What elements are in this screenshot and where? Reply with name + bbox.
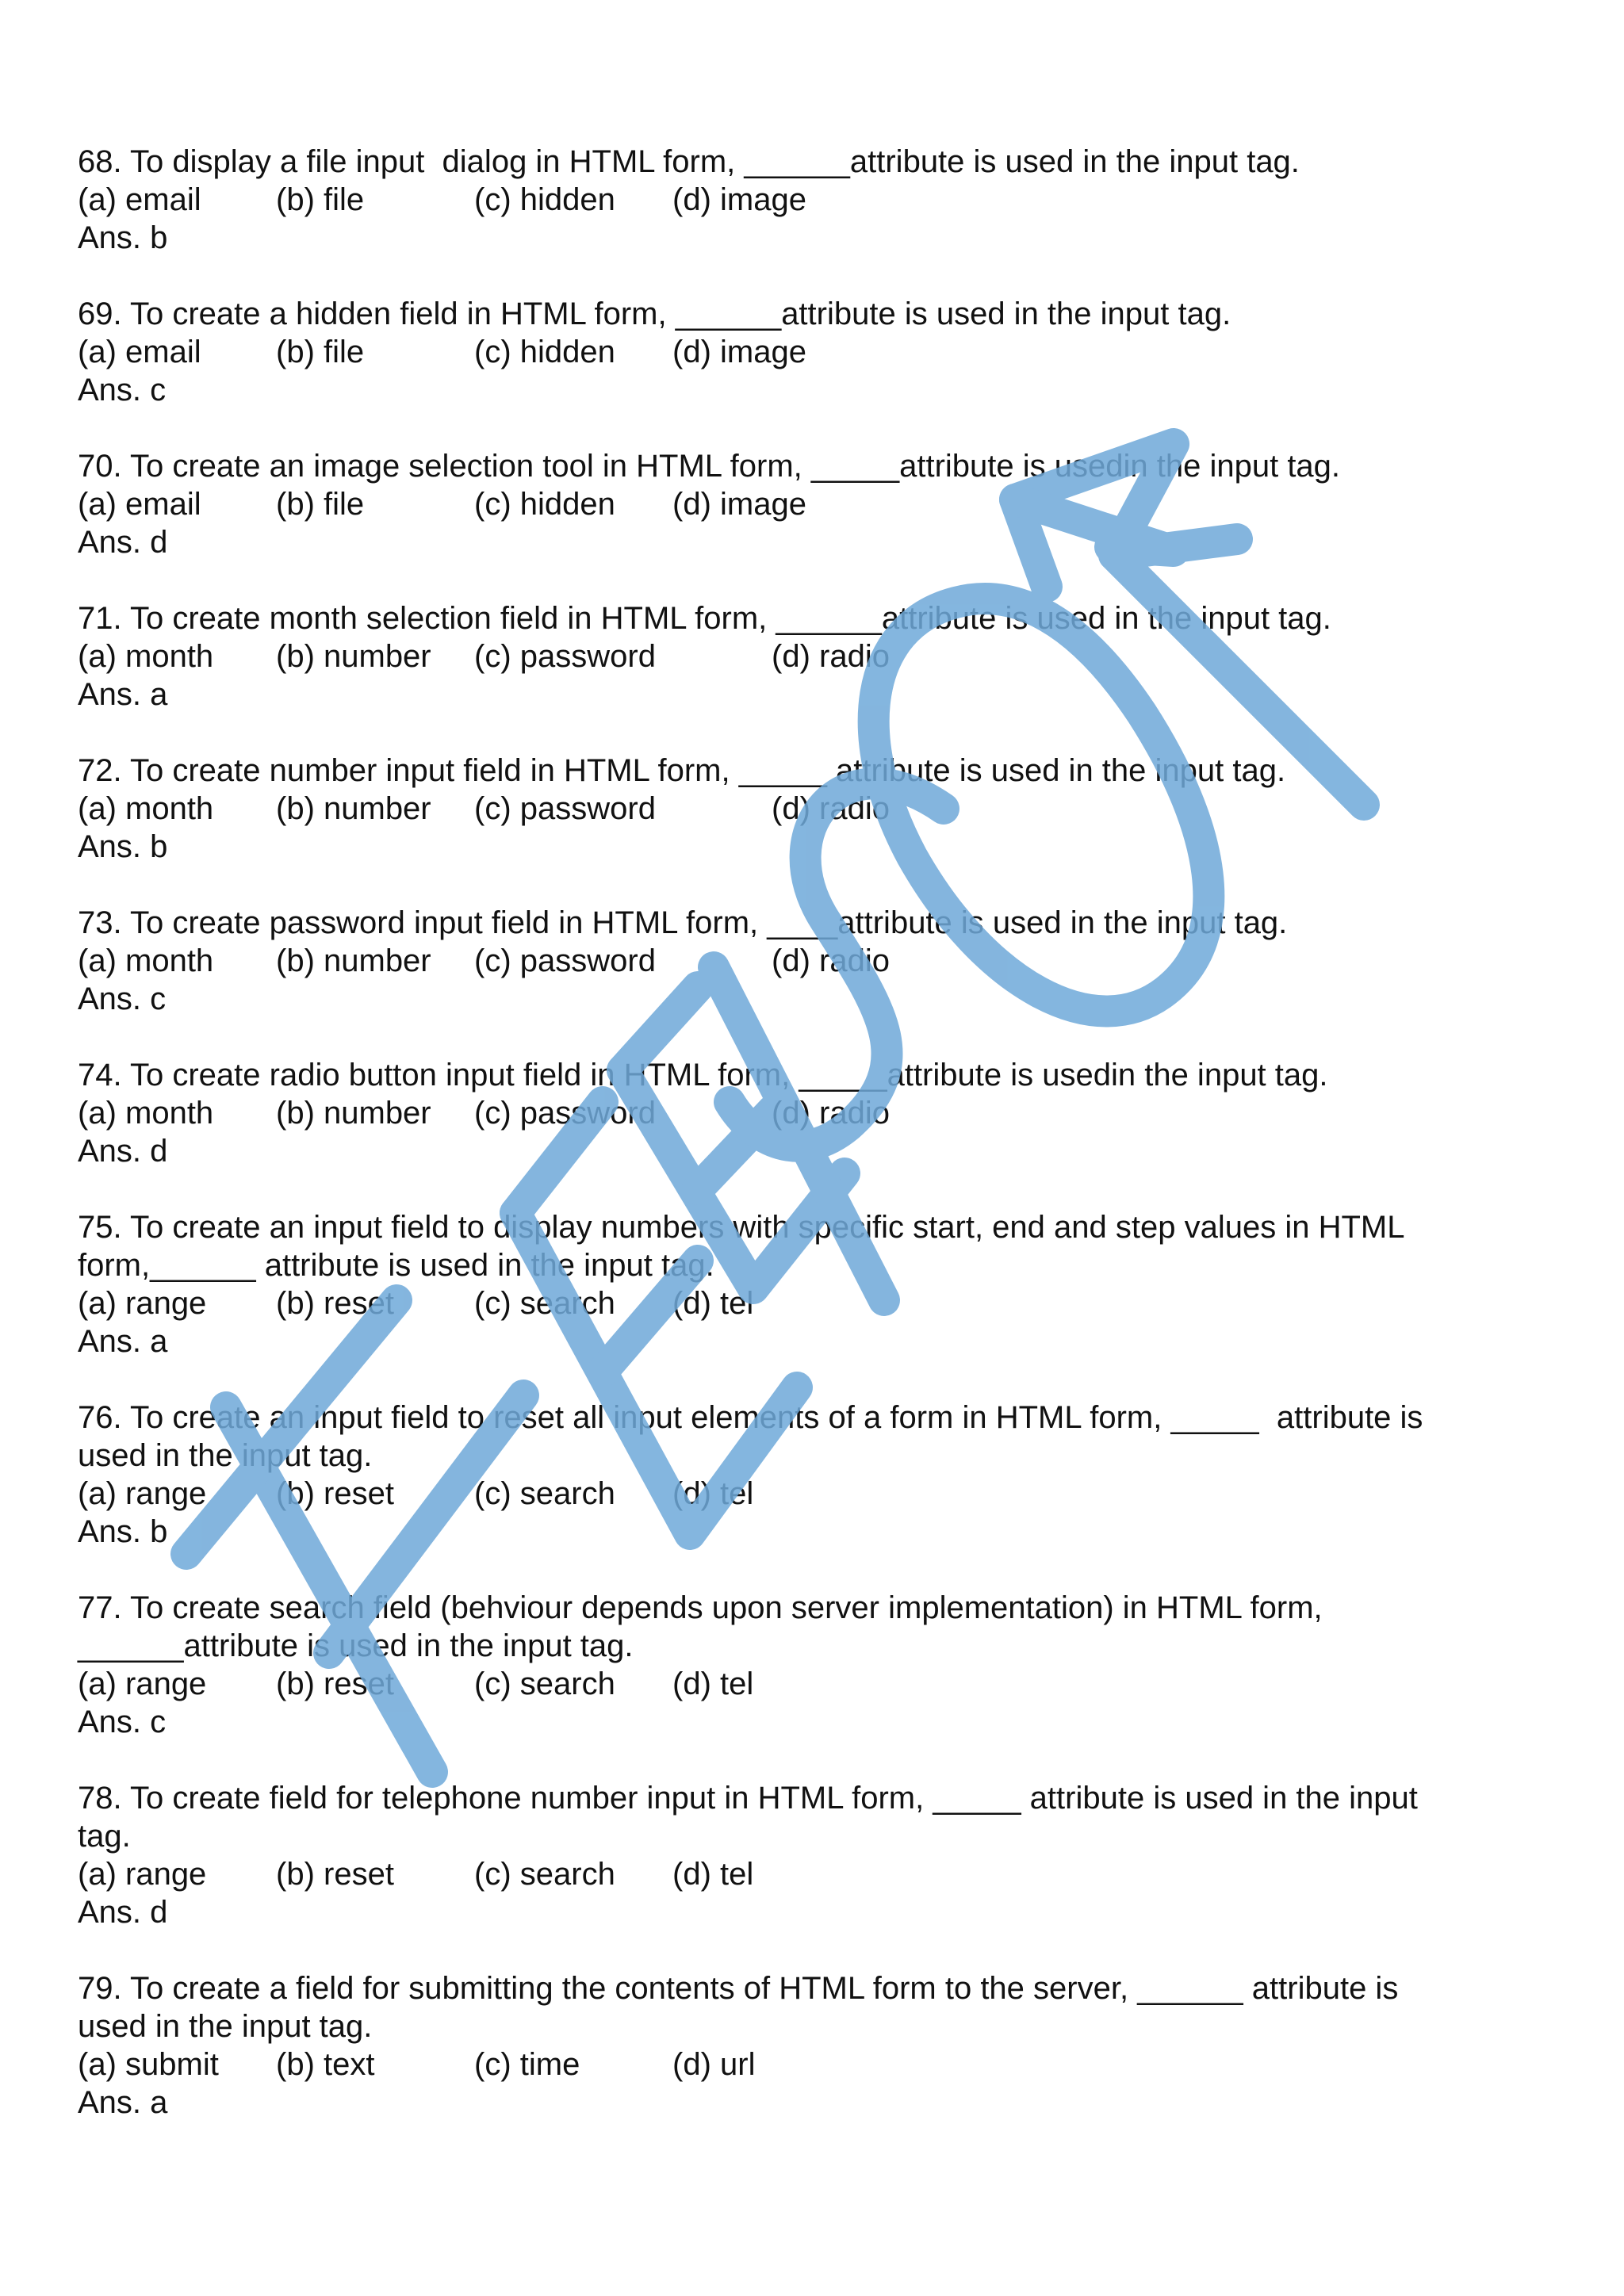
option-b: (b) reset — [276, 1286, 394, 1321]
option-b: (b) file — [276, 487, 365, 522]
question-block — [78, 1208, 1521, 1360]
answer-text: Ans. a — [78, 1324, 168, 1359]
question-text: tag. — [78, 1819, 131, 1854]
answer-text: Ans. c — [78, 1705, 167, 1739]
option-c: (c) password — [474, 943, 656, 978]
option-d: (d) image — [672, 182, 806, 217]
question-text: used in the input tag. — [78, 1438, 373, 1473]
option-a: (a) month — [78, 1096, 214, 1131]
option-c: (c) hidden — [474, 335, 615, 369]
option-a: (a) email — [78, 335, 201, 369]
option-row — [78, 942, 1521, 980]
option-c: (c) password — [474, 791, 656, 826]
option-c: (c) search — [474, 1476, 615, 1511]
option-d: (d) radio — [772, 943, 890, 978]
option-a: (a) month — [78, 791, 214, 826]
option-b: (b) number — [276, 639, 431, 674]
option-row — [78, 2045, 1521, 2084]
question-block — [78, 1969, 1521, 2122]
option-c: (c) hidden — [474, 487, 615, 522]
option-a: (a) range — [78, 1667, 207, 1701]
option-a: (a) range — [78, 1857, 207, 1892]
option-a: (a) month — [78, 943, 214, 978]
option-b: (b) number — [276, 943, 431, 978]
question-text: 68. To display a file input dialog in HTML form, ______attribute is used in the input tag. — [78, 144, 1300, 179]
option-a: (a) range — [78, 1476, 207, 1511]
question-text: form,______ attribute is used in the input tag. — [78, 1248, 714, 1283]
option-c: (c) password — [474, 639, 656, 674]
option-c: (c) search — [474, 1667, 615, 1701]
option-b: (b) file — [276, 182, 365, 217]
option-d: (d) tel — [672, 1286, 754, 1321]
option-c: (c) password — [474, 1096, 656, 1131]
answer-text: Ans. b — [78, 1514, 168, 1549]
answer-text: Ans. b — [78, 220, 168, 255]
option-a: (a) month — [78, 639, 214, 674]
option-d: (d) tel — [672, 1857, 754, 1892]
option-row — [78, 1475, 1521, 1513]
answer-text: Ans. a — [78, 2085, 168, 2120]
option-d: (d) radio — [772, 1096, 890, 1131]
answer-text: Ans. d — [78, 1895, 168, 1930]
question-block — [78, 143, 1521, 257]
option-b: (b) text — [276, 2047, 375, 2082]
question-text: 74. To create radio button input field in HTML form, _____attribute is usedin the input tag. — [78, 1058, 1328, 1093]
option-row — [78, 181, 1521, 219]
answer-text: Ans. c — [78, 982, 167, 1016]
question-block — [78, 752, 1521, 866]
question-block — [78, 1399, 1521, 1551]
option-d: (d) tel — [672, 1667, 754, 1701]
option-row — [78, 485, 1521, 523]
question-block — [78, 599, 1521, 714]
option-c: (c) time — [474, 2047, 580, 2082]
option-d: (d) url — [672, 2047, 756, 2082]
option-row — [78, 1855, 1521, 1893]
question-text: 77. To create search field (behviour depends upon server implementation) in HTML form, — [78, 1590, 1323, 1625]
question-text: 71. To create month selection field in HTML form, ______attribute is used in the input tag. — [78, 601, 1331, 636]
option-b: (b) number — [276, 791, 431, 826]
option-d: (d) radio — [772, 791, 890, 826]
answer-text: Ans. c — [78, 373, 167, 408]
option-b: (b) reset — [276, 1667, 394, 1701]
question-text: 72. To create number input field in HTML form, _____ attribute is used in the input tag. — [78, 753, 1286, 788]
question-text: ______attribute is used in the input tag. — [78, 1628, 634, 1663]
option-row — [78, 637, 1521, 675]
option-a: (a) submit — [78, 2047, 219, 2082]
option-row — [78, 1665, 1521, 1703]
option-b: (b) number — [276, 1096, 431, 1131]
question-block — [78, 1589, 1521, 1741]
option-row — [78, 1094, 1521, 1132]
answer-text: Ans. b — [78, 829, 168, 864]
option-a: (a) range — [78, 1286, 207, 1321]
option-b: (b) file — [276, 335, 365, 369]
option-d: (d) image — [672, 487, 806, 522]
option-a: (a) email — [78, 487, 201, 522]
question-text: 76. To create an input field to reset all input elements of a form in HTML form, _____ attribute is — [78, 1400, 1423, 1435]
question-block — [78, 904, 1521, 1018]
option-c: (c) search — [474, 1857, 615, 1892]
option-b: (b) reset — [276, 1857, 394, 1892]
question-block — [78, 1056, 1521, 1170]
question-list — [78, 143, 1521, 2160]
option-c: (c) search — [474, 1286, 615, 1321]
question-text: 70. To create an image selection tool in HTML form, _____attribute is usedin the input tag. — [78, 449, 1341, 484]
question-text: 75. To create an input field to display numbers with specific start, end and step values in HTML — [78, 1210, 1405, 1245]
question-text: 79. To create a field for submitting the contents of HTML form to the server, ______ attribute is — [78, 1971, 1399, 2006]
option-row — [78, 333, 1521, 371]
question-text: 78. To create field for telephone number input in HTML form, _____ attribute is used in the input — [78, 1781, 1418, 1816]
question-text: 69. To create a hidden field in HTML form, ______attribute is used in the input tag. — [78, 297, 1231, 331]
option-d: (d) image — [672, 335, 806, 369]
option-row — [78, 1284, 1521, 1322]
question-block — [78, 447, 1521, 561]
option-d: (d) radio — [772, 639, 890, 674]
option-a: (a) email — [78, 182, 201, 217]
answer-text: Ans. d — [78, 1134, 168, 1169]
option-c: (c) hidden — [474, 182, 615, 217]
option-b: (b) reset — [276, 1476, 394, 1511]
answer-text: Ans. d — [78, 525, 168, 560]
question-text: used in the input tag. — [78, 2009, 373, 2044]
question-text: 73. To create password input field in HTML form, ____attribute is used in the input tag. — [78, 905, 1288, 940]
option-row — [78, 790, 1521, 828]
answer-text: Ans. a — [78, 677, 168, 712]
question-block — [78, 295, 1521, 409]
option-d: (d) tel — [672, 1476, 754, 1511]
question-block — [78, 1779, 1521, 1931]
